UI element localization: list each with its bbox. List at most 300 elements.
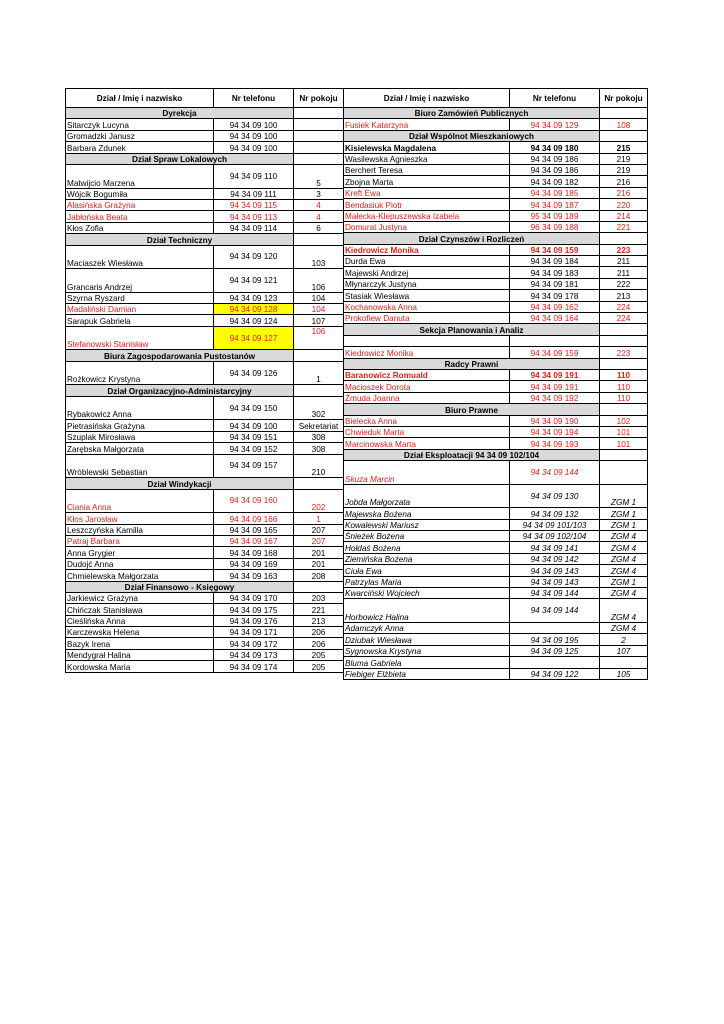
blank-cell (344, 335, 510, 346)
section-title: Sekcja Planowania i Analiz (344, 324, 600, 335)
phone-number: 94 34 09 184 (510, 256, 600, 267)
phone-number: 94 34 09 143 (510, 576, 600, 587)
phone-number: 94 34 09 115 (214, 199, 294, 210)
section-header-row (66, 385, 344, 396)
room-number: 215 (600, 142, 648, 153)
room-number: 108 (600, 119, 648, 130)
room-number: 5 (294, 164, 344, 188)
section-title: Dział Czynszów i Rozliczeń (344, 233, 600, 244)
left-table-body (66, 89, 344, 673)
section-title: Biuro Zamówień Publicznych (344, 108, 600, 119)
phone-number (510, 657, 600, 668)
table-row (344, 199, 648, 210)
person-name: Kiedrowicz Monika (344, 244, 510, 255)
table-row (66, 431, 344, 442)
room-number: 224 (600, 301, 648, 312)
person-name: Fusiek Katarzyna (344, 119, 510, 130)
person-name: Sitarczyk Lucyna (66, 119, 214, 130)
room-number: ZGM 4 (600, 565, 648, 576)
table-row (344, 164, 648, 175)
table-header-row (66, 89, 344, 108)
room-number: 222 (600, 278, 648, 289)
phone-number: 94 34 09 164 (510, 313, 600, 324)
table-row (344, 484, 648, 508)
phone-number: 94 34 09 178 (510, 290, 600, 301)
phone-number: 94 34 09 128 (214, 304, 294, 315)
room-number: 308 (294, 431, 344, 442)
header-phone: Nr telefonu (214, 89, 294, 108)
phone-number: 94 34 09 192 (510, 392, 600, 403)
person-name: Zarębska Małgorzata (66, 443, 214, 454)
table-row (66, 245, 344, 269)
section-title: Biura Zagospodarowania Pustostanów (66, 350, 294, 361)
room-number: 110 (600, 369, 648, 380)
phone-number: 94 34 09 172 (214, 638, 294, 649)
table-row (344, 599, 648, 623)
phone-number: 94 34 09 151 (214, 431, 294, 442)
room-number: 221 (294, 604, 344, 615)
section-blank-cell (294, 108, 344, 119)
phone-number: 94 34 09 167 (214, 535, 294, 546)
table-row (344, 256, 648, 267)
phone-number: 94 34 09 166 (214, 513, 294, 524)
room-number: 101 (600, 426, 648, 437)
phone-number: 94 34 09 144 (510, 588, 600, 599)
section-blank-cell (294, 234, 344, 245)
phone-number: 96 34 09 188 (510, 221, 600, 232)
person-name: Chińczak Stanisława (66, 604, 214, 615)
section-blank-cell (294, 153, 344, 164)
table-row (66, 211, 344, 222)
room-number: 210 (294, 454, 344, 478)
person-name: Żmuda Joanna (344, 392, 510, 403)
table-row (66, 604, 344, 615)
person-name: Sygnowska Krystyna (344, 645, 510, 656)
phone-number: 94 34 09 124 (214, 315, 294, 326)
person-name: Dudojć Anna (66, 558, 214, 569)
room-number: 110 (600, 381, 648, 392)
table-row (344, 313, 648, 324)
room-number: 203 (294, 592, 344, 603)
person-name: Majewski Andrzej (344, 267, 510, 278)
table-row (66, 269, 344, 293)
person-name: Chmielewska Małgorzata (66, 570, 214, 581)
table-row (344, 634, 648, 645)
phone-number: 94 34 09 180 (510, 142, 600, 153)
phone-number: 94 34 09 152 (214, 443, 294, 454)
section-header-row (66, 153, 344, 164)
person-name: Zbojna Marta (344, 176, 510, 187)
table-row (344, 588, 648, 599)
person-name: Kreft Ewa (344, 187, 510, 198)
phone-number: 94 34 09 185 (510, 187, 600, 198)
header-room: Nr pokoju (294, 89, 344, 108)
header-name: Dział / Imię i nazwisko (66, 89, 214, 108)
room-number: 211 (600, 267, 648, 278)
room-number: 102 (600, 415, 648, 426)
room-number: 221 (600, 221, 648, 232)
person-name: Bielecka Anna (344, 415, 510, 426)
person-name: Bluma Gabriela (344, 657, 510, 668)
table-row (344, 267, 648, 278)
person-name: Rybakowicz Anna (66, 396, 214, 420)
room-number: 207 (294, 535, 344, 546)
section-header-row (66, 234, 344, 245)
table-row (344, 153, 648, 164)
room-number: 205 (294, 661, 344, 672)
room-number: 213 (600, 290, 648, 301)
blank-row (344, 335, 648, 346)
table-row (344, 623, 648, 634)
person-name: Pietrasińska Grażyna (66, 420, 214, 431)
blank-cell (600, 335, 648, 346)
room-number: 219 (600, 164, 648, 175)
person-name: Alasińska Grażyna (66, 199, 214, 210)
person-name: Majewska Bożena (344, 508, 510, 519)
phone-number: 94 34 09 150 (214, 396, 294, 420)
table-row (344, 668, 648, 679)
phone-number: 94 34 09 132 (510, 508, 600, 519)
section-header-row (66, 350, 344, 361)
table-row (66, 304, 344, 315)
section-header-row (344, 108, 648, 119)
phone-number: 94 34 09 159 (510, 347, 600, 358)
table-row (344, 119, 648, 130)
table-row (66, 558, 344, 569)
table-row (66, 570, 344, 581)
table-row (66, 119, 344, 130)
phone-number: 94 34 09 113 (214, 211, 294, 222)
room-number: ZGM 4 (600, 599, 648, 623)
person-name: Bendasiuk Piotr (344, 199, 510, 210)
table-row (344, 657, 648, 668)
room-number: 104 (294, 292, 344, 303)
phone-number: 94 34 09 101/103 (510, 519, 600, 530)
person-name: Gromadzki Janusz (66, 130, 214, 141)
person-name: Leszczyńska Kamilla (66, 524, 214, 535)
phone-number: 94 34 09 165 (214, 524, 294, 535)
section-blank-cell (600, 108, 648, 119)
table-row (344, 531, 648, 542)
person-name: Grancaris Andrzej (66, 269, 214, 293)
table-row (344, 278, 648, 289)
section-title: Radcy Prawni (344, 358, 600, 369)
room-number: 106 (294, 269, 344, 293)
table-row (344, 553, 648, 564)
section-header-row (344, 404, 648, 415)
table-row (66, 142, 344, 153)
person-name: Hołdaś Bożena (344, 542, 510, 553)
table-row (344, 290, 648, 301)
room-number: 220 (600, 199, 648, 210)
table-row (66, 638, 344, 649)
room-number: 223 (600, 347, 648, 358)
table-row (66, 661, 344, 672)
phone-number: 94 34 09 125 (510, 645, 600, 656)
phone-number: 94 34 09 190 (510, 415, 600, 426)
table-row (66, 361, 344, 385)
table-row (344, 392, 648, 403)
phone-number: 94 34 09 160 (214, 489, 294, 513)
right-table-body (344, 89, 648, 680)
phone-number: 94 34 09 100 (214, 130, 294, 141)
phone-number: 94 34 09 110 (214, 164, 294, 188)
table-row (66, 489, 344, 513)
phone-number: 94 34 09 127 (214, 326, 294, 350)
room-number: 103 (294, 245, 344, 269)
person-name: Rożkowicz Krystyna (66, 361, 214, 385)
table-row (66, 627, 344, 638)
section-blank-cell (600, 449, 648, 460)
table-row (344, 519, 648, 530)
person-name: Kowalewski Mariusz (344, 519, 510, 530)
table-row (344, 508, 648, 519)
person-name: Ciania Anna (66, 489, 214, 513)
table-row (66, 315, 344, 326)
phone-number: 94 34 09 187 (510, 199, 600, 210)
person-name: Ziemińska Bożena (344, 553, 510, 564)
table-row (344, 347, 648, 358)
room-number: 213 (294, 615, 344, 626)
phone-number: 94 34 09 100 (214, 119, 294, 130)
phone-number: 94 34 09 175 (214, 604, 294, 615)
phone-number: 94 34 09 186 (510, 153, 600, 164)
person-name: Fiebiger Elżbieta (344, 668, 510, 679)
table-row (344, 301, 648, 312)
room-number: 202 (294, 489, 344, 513)
table-header-row (344, 89, 648, 108)
table-row (344, 244, 648, 255)
person-name: Śnieżek Bożena (344, 531, 510, 542)
phone-number: 94 34 09 157 (214, 454, 294, 478)
person-name: Wasilewska Agnieszka (344, 153, 510, 164)
section-header-row (344, 130, 648, 141)
person-name: Adamczyk Anna (344, 623, 510, 634)
phone-number: 94 34 09 191 (510, 381, 600, 392)
person-name: Baranowicz Romuald (344, 369, 510, 380)
section-blank-cell (600, 324, 648, 335)
person-name: Szuplak Mirosława (66, 431, 214, 442)
person-name: Matwijcio Marzena (66, 164, 214, 188)
room-number: 6 (294, 222, 344, 233)
table-row (66, 513, 344, 524)
table-row (66, 454, 344, 478)
person-name: Cieślińska Anna (66, 615, 214, 626)
person-name: Szyrna Ryszard (66, 292, 214, 303)
header-room: Nr pokoju (600, 89, 648, 108)
person-name: Skuza Marcin (344, 461, 510, 485)
phone-number: 94 34 09 162 (510, 301, 600, 312)
room-number: 223 (600, 244, 648, 255)
table-row (66, 396, 344, 420)
person-name: Kłos Zofia (66, 222, 214, 233)
table-row (66, 199, 344, 210)
phone-number: 94 34 09 195 (510, 634, 600, 645)
section-blank-cell (294, 478, 344, 489)
table-row (344, 210, 648, 221)
person-name: Stefanowski Stanisław (66, 326, 214, 350)
phone-number: 94 34 09 100 (214, 142, 294, 153)
room-number: ZGM 1 (600, 508, 648, 519)
person-name: Kochanowska Anna (344, 301, 510, 312)
room-number: 4 (294, 211, 344, 222)
section-blank-cell (294, 350, 344, 361)
person-name: Horbowicz Halina (344, 599, 510, 623)
phone-number (510, 623, 600, 634)
header-name: Dział / Imię i nazwisko (344, 89, 510, 108)
room-number: 206 (294, 638, 344, 649)
table-row (66, 547, 344, 558)
right-directory-table (343, 88, 648, 680)
phone-number: 94 34 09 182 (510, 176, 600, 187)
phone-number: 94 34 09 163 (214, 570, 294, 581)
phone-number: 94 34 09 194 (510, 426, 600, 437)
section-header-row (66, 108, 344, 119)
section-header-row (344, 358, 648, 369)
room-number: ZGM 4 (600, 531, 648, 542)
phone-number: 94 34 09 186 (510, 164, 600, 175)
section-title: Dyrekcja (66, 108, 294, 119)
phone-number: 94 34 09 143 (510, 565, 600, 576)
person-name: Małecka-Klepuszewska Izabela (344, 210, 510, 221)
phone-number: 94 34 09 191 (510, 369, 600, 380)
room-number: ZGM 1 (600, 519, 648, 530)
person-name: Sarapuk Gabriela (66, 315, 214, 326)
room-number: 214 (600, 210, 648, 221)
room-number: 219 (600, 153, 648, 164)
room-number: 207 (294, 524, 344, 535)
phone-number: 94 34 09 169 (214, 558, 294, 569)
section-blank-cell (600, 130, 648, 141)
phone-number: 94 34 09 183 (510, 267, 600, 278)
room-number: 201 (294, 558, 344, 569)
room-number: 302 (294, 396, 344, 420)
room-number: ZGM 4 (600, 588, 648, 599)
section-header-row (344, 449, 648, 460)
room-number: 105 (600, 668, 648, 679)
phone-number: 94 34 09 168 (214, 547, 294, 558)
person-name: Kordowska Maria (66, 661, 214, 672)
section-header-row (344, 233, 648, 244)
person-name: Jarkiewicz Grażyna (66, 592, 214, 603)
table-row (66, 326, 344, 350)
phone-number: 94 34 09 121 (214, 269, 294, 293)
phone-number: 94 34 09 159 (510, 244, 600, 255)
table-row (66, 649, 344, 660)
phone-number: 94 34 09 144 (510, 461, 600, 485)
phone-number: 94 34 09 144 (510, 599, 600, 623)
phone-number: 94 34 09 170 (214, 592, 294, 603)
room-number: 201 (294, 547, 344, 558)
room-number: 3 (294, 188, 344, 199)
phone-number: 94 34 09 141 (510, 542, 600, 553)
person-name: Kiedrowicz Monika (344, 347, 510, 358)
table-row (66, 615, 344, 626)
person-name: Wróblewski Sebastian (66, 454, 214, 478)
section-title: Dział Windykacji (66, 478, 294, 489)
person-name: Patraj Barbara (66, 535, 214, 546)
table-row (344, 176, 648, 187)
phone-number: 94 34 09 173 (214, 649, 294, 660)
room-number: 107 (600, 645, 648, 656)
table-row (344, 576, 648, 587)
table-row (66, 524, 344, 535)
phone-number: 94 34 09 176 (214, 615, 294, 626)
room-number: 4 (294, 199, 344, 210)
table-row (66, 443, 344, 454)
section-blank-cell (600, 404, 648, 415)
person-name: Madaliński Damian (66, 304, 214, 315)
phone-number: 94 34 09 122 (510, 668, 600, 679)
table-row (344, 426, 648, 437)
table-row (66, 188, 344, 199)
phone-number: 94 34 09 126 (214, 361, 294, 385)
person-name: Maciaszek Wiesława (66, 245, 214, 269)
person-name: Chwieduk Marta (344, 426, 510, 437)
room-number (294, 130, 344, 141)
table-row (344, 221, 648, 232)
section-header-row (344, 324, 648, 335)
table-row (344, 645, 648, 656)
room-number: ZGM 4 (600, 553, 648, 564)
person-name: Dziubak Wiesława (344, 634, 510, 645)
header-phone: Nr telefonu (510, 89, 600, 108)
table-row (66, 130, 344, 141)
table-row (344, 369, 648, 380)
person-name: Berchert Teresa (344, 164, 510, 175)
person-name: Stasiak Wiesława (344, 290, 510, 301)
room-number: 205 (294, 649, 344, 660)
room-number: ZGM 1 (600, 484, 648, 508)
phone-number: 94 34 09 120 (214, 245, 294, 269)
table-row (66, 592, 344, 603)
room-number: 2 (600, 634, 648, 645)
section-blank-cell (294, 385, 344, 396)
room-number: 206 (294, 627, 344, 638)
room-number: 1 (294, 513, 344, 524)
phone-number: 94 34 09 114 (214, 222, 294, 233)
person-name: Macioszek Dorota (344, 381, 510, 392)
room-number: 1 (294, 361, 344, 385)
room-number: 104 (294, 304, 344, 315)
room-number (294, 142, 344, 153)
table-row (66, 535, 344, 546)
room-number: ZGM 4 (600, 542, 648, 553)
table-row (344, 381, 648, 392)
room-number (600, 461, 648, 485)
room-number (600, 657, 648, 668)
phone-number: 94 34 09 142 (510, 553, 600, 564)
room-number (294, 119, 344, 130)
section-header-row (66, 581, 344, 592)
room-number: 101 (600, 438, 648, 449)
person-name: Prokofiew Danuta (344, 313, 510, 324)
phone-number: 94 34 09 193 (510, 438, 600, 449)
room-number: 110 (600, 392, 648, 403)
blank-cell (510, 335, 600, 346)
section-title: Dział Organizacyjno-Administarcyjny (66, 385, 294, 396)
room-number: Sekretariat (294, 420, 344, 431)
room-number: 208 (294, 570, 344, 581)
left-directory-table (65, 88, 344, 673)
room-number: ZGM 4 (600, 623, 648, 634)
person-name: Domurat Justyna (344, 221, 510, 232)
section-title: Biuro Prawne (344, 404, 600, 415)
table-row (344, 565, 648, 576)
room-number: 107 (294, 315, 344, 326)
person-name: Wójcik Bogumiła (66, 188, 214, 199)
person-name: Anna Grygier (66, 547, 214, 558)
